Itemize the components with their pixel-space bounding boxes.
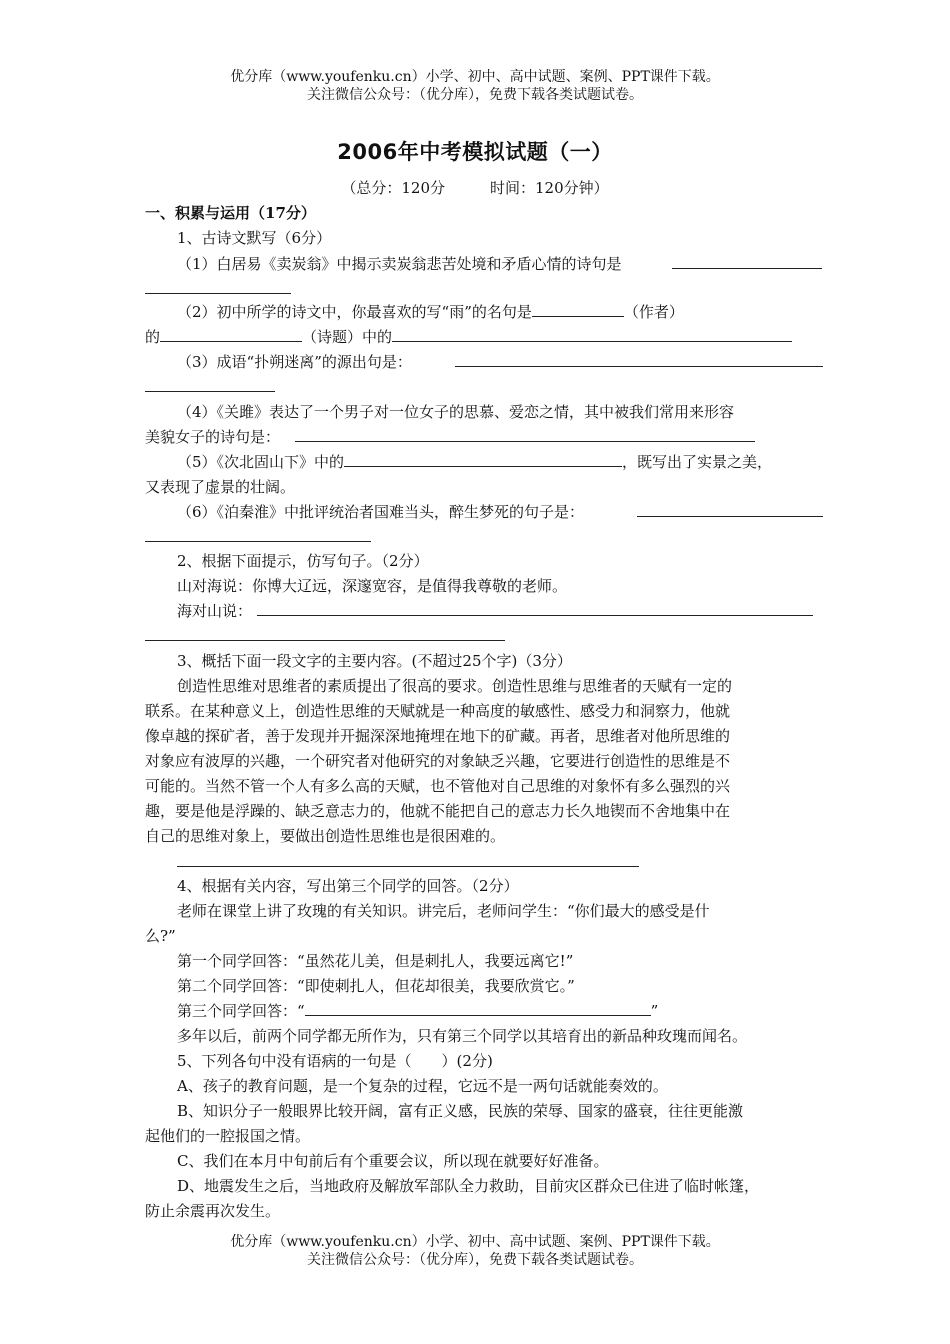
- q1-item-5: [177, 452, 772, 472]
- q5-option-b-cont: 起他们的一腔报国之情。: [145, 1127, 311, 1145]
- q1-item-4-line-2: 美貌女子的诗句是：: [145, 428, 281, 446]
- q4-answer-3-close: ”: [650, 1002, 659, 1020]
- q2-heading: 2、根据下面提示，仿写句子。（2分）: [177, 552, 429, 570]
- q1-item-2-cont: [145, 327, 792, 347]
- q3-passage-line: 自己的思维对象上，要做出创造性思维也是很困难的。: [145, 827, 506, 845]
- q1-item-2: [177, 302, 684, 322]
- q3-passage-line: 创造性思维对思维者的素质提出了很高的要求。创造性思维与思维者的天赋有一定的: [177, 677, 733, 695]
- header-line-2: 关注微信公众号：（优分库），免费下载各类试题试卷。: [307, 87, 643, 103]
- answer-blank[interactable]: [145, 391, 275, 392]
- answer-blank[interactable]: [455, 366, 823, 367]
- answer-blank[interactable]: [177, 866, 639, 867]
- answer-blank[interactable]: [637, 516, 823, 517]
- q3-passage-line: 联系。在某种意义上，创造性思维的天赋就是一种高度的敏感性、感受力和洞察力，他就: [145, 702, 731, 720]
- q1-item-2-text: （2）初中所学的诗文中，你最喜欢的写“雨”的名句是: [177, 303, 532, 321]
- q5-heading: 5、下列各句中没有语病的一句是（ ）(2分): [177, 1052, 493, 1070]
- exam-meta: （总分：120分 时间：120分钟）: [341, 179, 609, 197]
- q4-heading: 4、根据有关内容，写出第三个同学的回答。（2分）: [177, 877, 519, 895]
- q1-item-5-text: （5）《次北固山下》中的: [177, 453, 345, 471]
- answer-blank[interactable]: [145, 640, 505, 641]
- q2-example: 山对海说：你博大辽远，深邃宽容，是值得我尊敬的老师。: [177, 577, 568, 595]
- q1-item-1: （1）白居易《卖炭翁》中揭示卖炭翁悲苦处境和矛盾心情的诗句是: [177, 255, 622, 273]
- section-heading: 一、积累与运用（17分）: [145, 204, 316, 222]
- answer-blank[interactable]: [344, 452, 622, 467]
- answer-blank[interactable]: [160, 327, 302, 342]
- q4-answer-1: 第一个同学回答：“虽然花儿美，但是刺扎人，我要远离它!”: [177, 952, 574, 970]
- q1-item-5-tail: ，既写出了实景之美，: [622, 453, 773, 471]
- q1-item-4-line-1: （4）《关雎》表达了一个男子对一位女子的思慕、爱恋之情，其中被我们常用来形容: [177, 403, 735, 421]
- q4-answer-3: [177, 1001, 658, 1021]
- answer-blank[interactable]: [305, 1001, 651, 1016]
- q1-item-5-cont: 又表现了虚景的壮阔。: [145, 478, 296, 496]
- answer-blank[interactable]: [672, 268, 822, 269]
- q3-passage-line: 像卓越的探矿者，善于发现并开掘深深地掩埋在地下的矿藏。再者，思维者对他所思维的: [145, 727, 731, 745]
- footer-line-2: 关注微信公众号：（优分库），免费下载各类试题试卷。: [307, 1252, 643, 1268]
- q1-heading: 1、古诗文默写（6分）: [177, 229, 332, 247]
- answer-blank[interactable]: [257, 615, 813, 616]
- q1-item-2-author: （作者）: [623, 303, 684, 321]
- q1-item-6: （6）《泊秦淮》中批评统治者国难当头，醉生梦死的句子是：: [177, 503, 585, 521]
- q2-prompt: 海对山说：: [177, 602, 253, 620]
- q4-intro-cont: 么?”: [145, 927, 176, 945]
- q3-heading: 3、概括下面一段文字的主要内容。(不超过25个字)（3分）: [177, 652, 572, 670]
- q5-option-b: B、知识分子一般眼界比较开阔，富有正义感，民族的荣辱、国家的盛衰，往往更能激: [177, 1102, 744, 1120]
- header-line-1: 优分库（www.youfenku.cn）小学、初中、高中试题、案例、PPT课件下载。: [230, 69, 720, 85]
- answer-blank[interactable]: [145, 541, 371, 542]
- answer-blank[interactable]: [145, 293, 291, 294]
- q3-passage-line: 趣，要是他是浮躁的、缺乏意志力的，他就不能把自己的意志力长久地锲而不舍地集中在: [145, 802, 731, 820]
- q1-item-2-de: 的: [145, 328, 161, 346]
- q4-answer-2: 第二个同学回答：“即使刺扎人，但花却很美，我要欣赏它。”: [177, 977, 575, 995]
- answer-blank[interactable]: [295, 441, 755, 442]
- q3-passage-line: 对象应有波厚的兴趣，一个研究者对他研究的对象缺乏兴趣，它要进行创造性的思维是不: [145, 752, 731, 770]
- q4-intro: 老师在课堂上讲了玫瑰的有关知识。讲完后，老师问学生：“你们最大的感受是什: [177, 902, 710, 920]
- q3-passage-line: 可能的。当然不管一个人有多么高的天赋，也不管他对自己思维的对象怀有多么强烈的兴: [145, 777, 731, 795]
- q5-option-c: C、我们在本月中旬前后有个重要会议，所以现在就要好好准备。: [177, 1152, 609, 1170]
- q1-item-3: （3）成语“扑朔迷离”的源出句是：: [177, 353, 412, 371]
- q5-option-d-cont: 防止余震再次发生。: [145, 1202, 281, 1220]
- answer-blank[interactable]: [532, 302, 624, 317]
- q5-option-a: A、孩子的教育问题，是一个复杂的过程，它远不是一两句话就能奏效的。: [177, 1077, 668, 1095]
- q5-option-d: D、地震发生之后，当地政府及解放军部队全力救助，目前灾区群众已住进了临时帐篷，: [177, 1177, 760, 1195]
- q4-answer-3-text: 第三个同学回答：“: [177, 1002, 305, 1020]
- answer-blank[interactable]: [392, 327, 792, 342]
- q1-item-2-poem: （诗题）中的: [302, 328, 393, 346]
- q4-outro: 多年以后，前两个同学都无所作为，只有第三个同学以其培育出的新品种玫瑰而闻名。: [177, 1027, 748, 1045]
- page-title: 2006年中考模拟试题（一）: [337, 140, 613, 164]
- footer-line-1: 优分库（www.youfenku.cn）小学、初中、高中试题、案例、PPT课件下载。: [230, 1234, 720, 1250]
